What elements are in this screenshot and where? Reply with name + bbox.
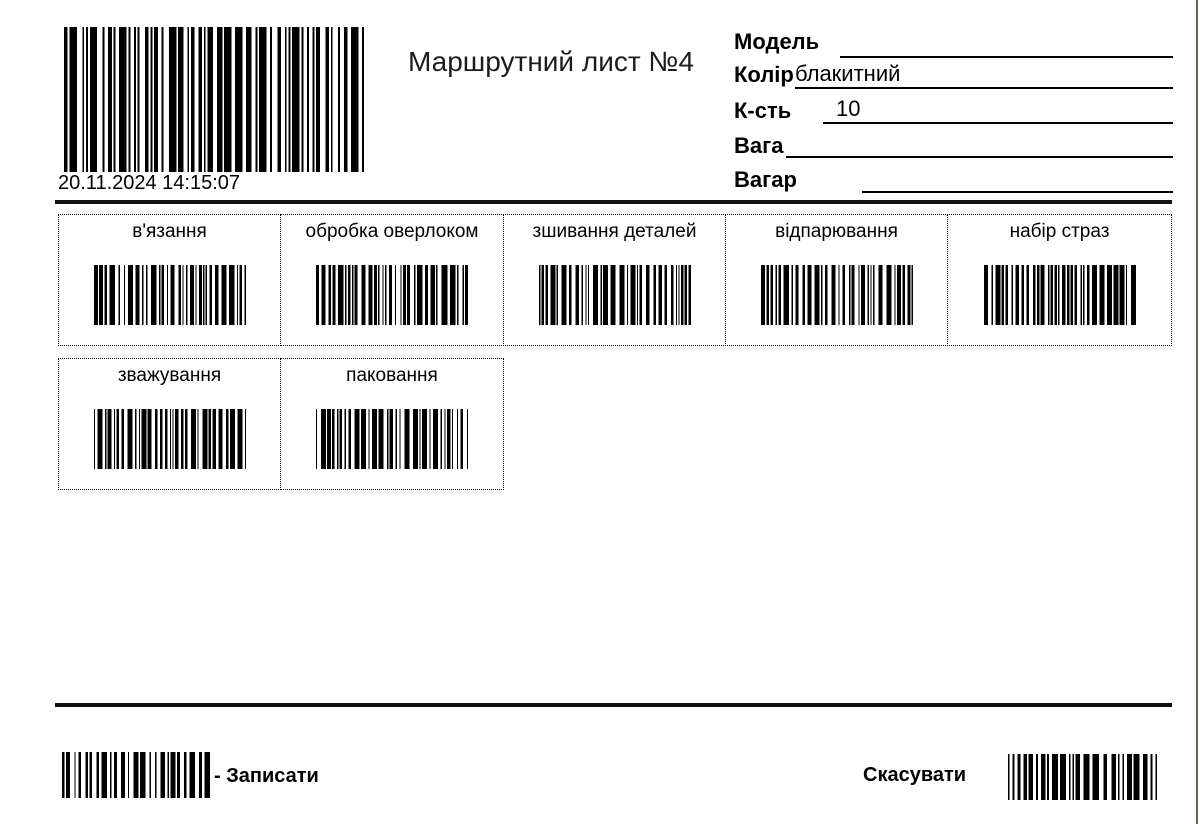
process-cell-knitting <box>58 214 281 346</box>
field-value-quantity: 10 <box>836 96 861 121</box>
footer-separator-line <box>55 703 1172 707</box>
process-barcode <box>984 265 1136 325</box>
field-label-weigher: Вагар <box>734 167 797 192</box>
field-line-model <box>840 56 1173 58</box>
process-barcode <box>94 265 246 325</box>
page-title: Маршрутний лист №4 <box>408 46 695 77</box>
document-datetime: 20.11.2024 14:15:07 <box>58 172 241 194</box>
window-frame-edge <box>1196 0 1198 824</box>
process-cell-rhinestones <box>947 214 1172 346</box>
field-line-color <box>795 87 1173 89</box>
header-separator-line <box>55 200 1172 204</box>
save-command-barcode <box>62 752 210 798</box>
save-command-label: - Записати <box>214 765 319 787</box>
field-value-color: блакитний <box>795 61 901 86</box>
process-label: обробка оверлоком <box>305 221 479 242</box>
cancel-command-barcode <box>1008 754 1157 800</box>
field-line-quantity <box>823 122 1173 124</box>
process-label: зшивання деталей <box>532 221 697 242</box>
process-barcode <box>539 265 691 325</box>
document-barcode <box>64 27 364 172</box>
field-line-weight <box>786 156 1173 158</box>
field-label-weight: Вага <box>734 133 784 158</box>
field-label-quantity: К-сть <box>734 98 792 123</box>
process-label: набір страз <box>1009 221 1110 242</box>
process-cell-weighing <box>58 358 281 490</box>
process-cell-steaming <box>725 214 948 346</box>
process-label: паковання <box>346 365 438 386</box>
field-line-weigher <box>862 191 1173 193</box>
process-barcode <box>94 409 246 469</box>
process-label: відпарювання <box>775 221 898 242</box>
process-barcode <box>761 265 913 325</box>
process-cell-overlock <box>280 214 504 346</box>
process-cell-sewing <box>503 214 726 346</box>
process-cell-packing <box>280 358 504 490</box>
process-label: зважування <box>117 365 222 386</box>
process-barcode <box>316 265 468 325</box>
field-label-model: Модель <box>734 29 820 54</box>
process-label: в'язання <box>132 221 207 242</box>
field-label-color: Колір <box>734 62 794 87</box>
process-barcode <box>316 409 468 469</box>
cancel-command-label: Скасувати <box>863 764 967 786</box>
